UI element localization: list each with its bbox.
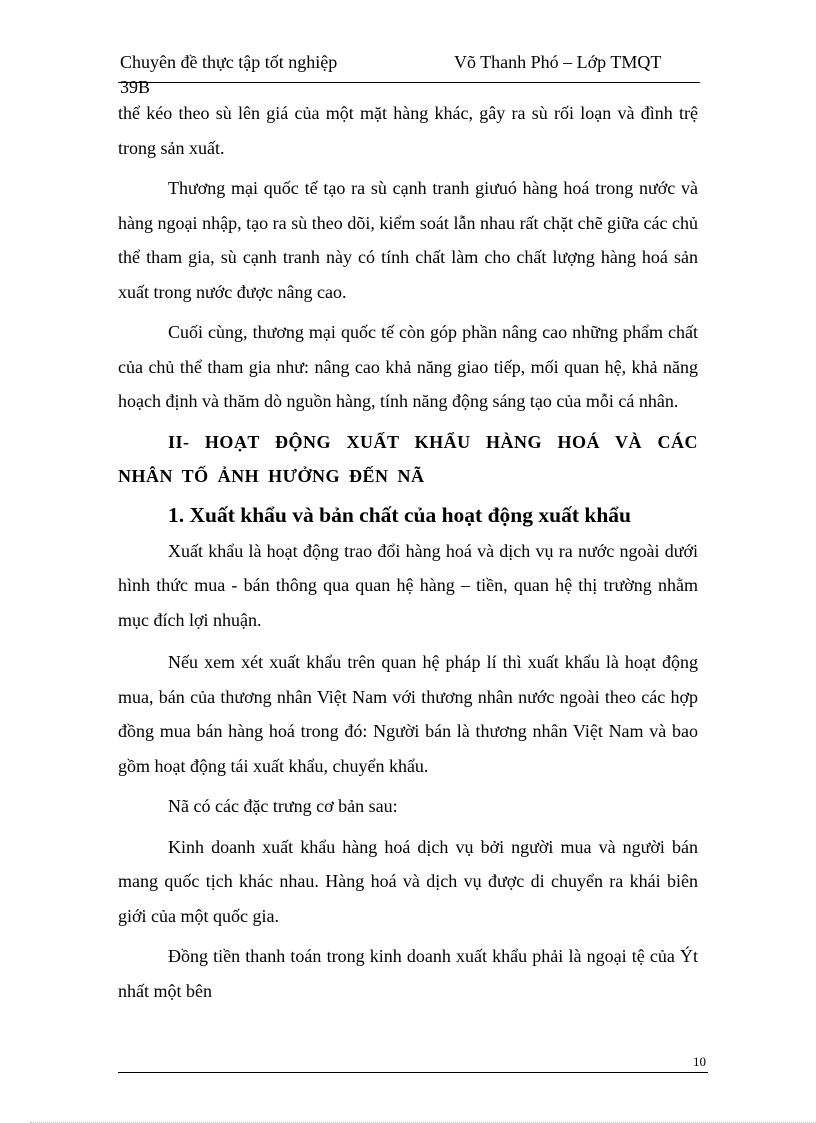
document-body [118,96,698,1008]
paragraph-currency: Đồng tiền thanh toán trong kinh doanh xuất khẩu phải là ngoại tệ của Ýt nhất một bên [118,946,698,1001]
page-number: 10 [693,1054,706,1069]
page-header [118,52,700,83]
paragraph-competition: Thương mại quốc tế tạo ra sù cạnh tranh giưuó hàng hoá trong nước và hàng ngoại nhập, tạo ra sù theo dõi, kiểm soát lẫn nhau rất chặt chẽ giữa các chủ thể tham gia, sù cạnh tranh này có tính chất làm cho chất lượng hàng hoá sản xuất trong nước được nâng cao. [118,178,698,302]
section-heading: II- HOẠT ĐỘNG XUẤT KHẨU HÀNG HOÁ VÀ CÁC NHÂN TỐ ẢNH HƯỞNG ĐẾN NÃ [118,431,698,486]
paragraph-nationality: Kinh doanh xuất khẩu hàng hoá dịch vụ bởi người mua và người bán mang quốc tịch khác nhau. Hàng hoá và dịch vụ được di chuyển ra khái biên giới của một quốc gia. [118,836,698,926]
paragraph-legal-view: Nếu xem xét xuất khẩu trên quan hệ pháp lí thì xuất khẩu là hoạt động mua, bán của thương nhân Việt Nam với thương nhân nước ngoài theo các hợp đồng mua bán hàng hoá trong đó: Người bán là thương nhân Việt Nam và bao gồm hoạt động tái xuất khẩu, chuyển khẩu. [118,652,698,776]
header-author-class: Võ Thanh Phó – Lớp TMQT [454,52,662,72]
header-report-title: Chuyên đề thực tập tốt nghiệp [120,52,338,72]
subsection-heading: 1. Xuất khẩu và bản chất của hoạt động xuất khẩu [168,502,631,527]
paragraph-export-definition: Xuất khẩu là hoạt động trao đổi hàng hoá và dịch vụ ra nước ngoài dưới hình thức mua - bán thông qua quan hệ hàng – tiền, quan hệ thị trường nhằm mục đích lợi nhuận. [118,540,698,630]
page-footer [118,1054,708,1073]
paragraph-qualities: Cuối cùng, thương mại quốc tế còn góp phần nâng cao những phẩm chất của chủ thể tham gia như: nâng cao khả năng giao tiếp, mối quan hệ, khả năng hoạch định và thăm dò nguồn hàng, tính năng động sáng tạo của mỗi cá nhân. [118,322,698,411]
paragraph-characteristics-intro: Nã có các đặc trưng cơ bản sau: [168,796,398,816]
paragraph-continuation: thể kéo theo sù lên giá của một mặt hàng khác, gây ra sù rối loạn và đình trệ trong sản xuất. [118,103,698,158]
header-class-overflow: 39B [120,77,151,97]
